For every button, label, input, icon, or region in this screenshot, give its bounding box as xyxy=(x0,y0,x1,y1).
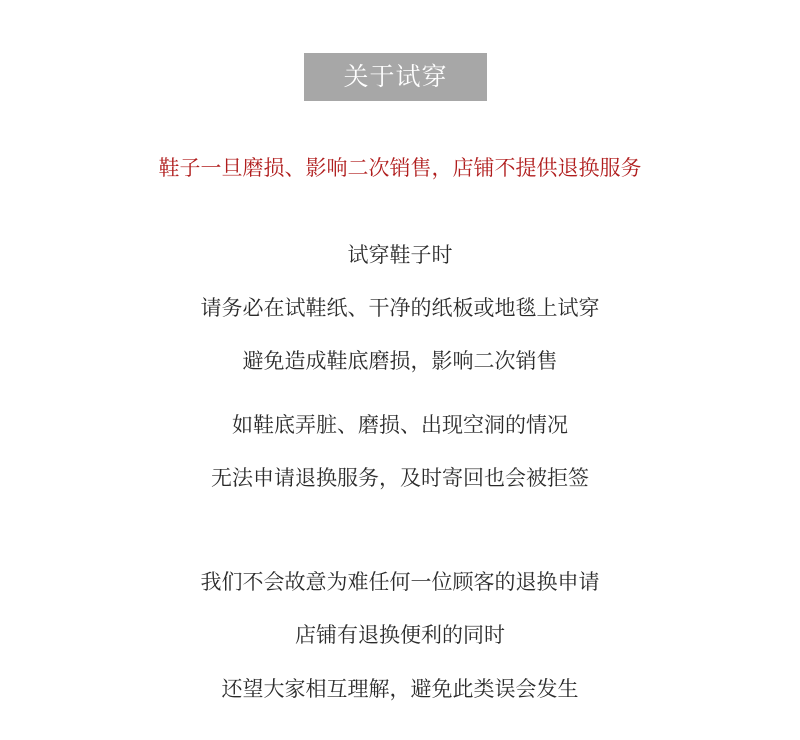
policy-line-1: 我们不会故意为难任何一位顾客的退换申请 xyxy=(200,570,600,594)
trial-line-3: 避免造成鞋底磨损，影响二次销售 xyxy=(242,349,558,373)
policy-line-2: 店铺有退换便利的同时 xyxy=(295,623,505,647)
damage-line-2: 无法申请退换服务，及时寄回也会被拒签 xyxy=(211,466,589,490)
trial-line-2: 请务必在试鞋纸、干净的纸板或地毯上试穿 xyxy=(200,296,600,320)
page-title: 关于试穿 xyxy=(304,53,487,101)
policy-line-3: 还望大家相互理解，避免此类误会发生 xyxy=(221,677,579,701)
warning-text: 鞋子一旦磨损、影响二次销售，店铺不提供退换服务 xyxy=(158,156,642,180)
damage-line-1: 如鞋底弄脏、磨损、出现空洞的情况 xyxy=(232,413,568,437)
trial-line-1: 试穿鞋子时 xyxy=(347,243,453,267)
